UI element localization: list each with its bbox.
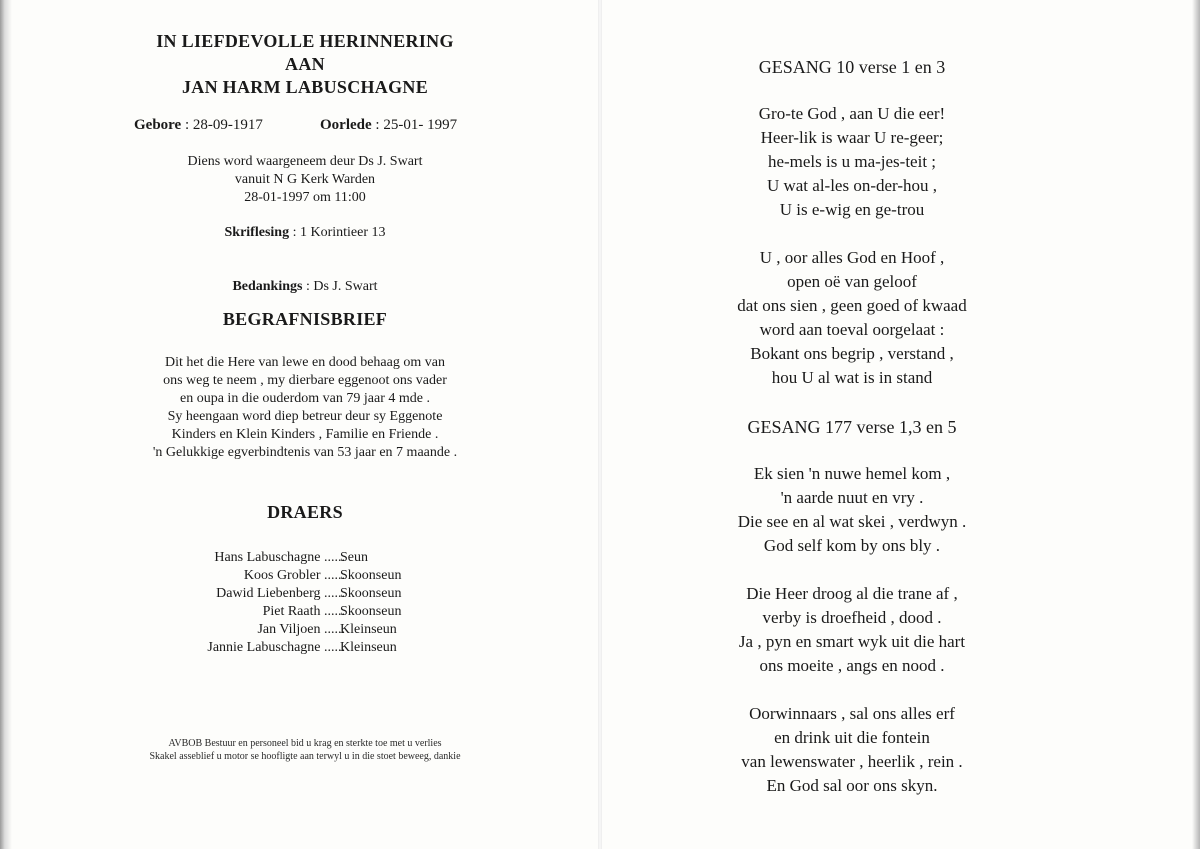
thanks-label: Bedankings [232, 279, 303, 294]
heading-line: JAN HARM LABUSCHAGNE [181, 77, 428, 97]
born-label: Gebore [134, 117, 182, 133]
bearer-name: Jan Viljoen ...... [257, 622, 345, 637]
hymn-line: Bokant ons begrip , verstand , [750, 344, 954, 363]
heading-line: IN LIEFDEVOLLE HERINNERING [156, 31, 454, 51]
hymn1-stanza-1 [672, 102, 1032, 222]
avbob-footer [60, 737, 550, 763]
footer-line: Skakel asseblief u motor se hoofligte aan terwyl u in die stoet beweeg, dankie [149, 751, 461, 762]
hymn-line: U is e-wig en ge-trou [779, 200, 925, 219]
hymn1-stanza-2 [672, 246, 1032, 390]
center-fold [598, 0, 602, 849]
hymn-line: U , oor alles God en Hoof , [759, 248, 945, 267]
hymn-line: open oë van geloof [787, 272, 917, 291]
died-label: Oorlede [320, 117, 372, 133]
hymn2-stanza-1 [672, 462, 1032, 558]
hymn-line: he-mels is u ma-jes-teit ; [767, 152, 937, 171]
hymn-line: Heer-lik is waar U re-geer; [760, 128, 944, 147]
hymn-line: Gro-te God , aan U die eer! [758, 104, 946, 123]
hymn-line: Die see en al wat skei , verdwyn . [737, 512, 967, 531]
letter-line: 'n Gelukkige egverbindtenis van 53 jaar en 7 maande . [152, 445, 458, 460]
bearer-row [60, 603, 550, 621]
scripture-reading [60, 225, 550, 241]
bearer-role: Skoonseun [340, 604, 402, 619]
died-value: : 25-01- 1997 [375, 117, 458, 133]
reading-label: Skriflesing [224, 225, 290, 240]
hymn2-stanza-2 [672, 582, 1032, 678]
page-shadow-left [0, 0, 12, 849]
bearer-role: Kleinseun [340, 622, 397, 637]
hymn-line: en drink uit die fontein [774, 728, 930, 747]
bearers-list [60, 549, 550, 657]
bearer-row [60, 639, 550, 657]
born-date [134, 117, 263, 134]
bearer-role: Kleinseun [340, 640, 397, 655]
hymn-line: ons moeite , angs en nood . [759, 656, 945, 675]
letter-line: Kinders en Klein Kinders , Familie en Friende . [171, 427, 439, 442]
bearer-name: Piet Raath ...... [262, 604, 345, 619]
born-value: : 28-09-1917 [184, 117, 263, 133]
died-date [320, 117, 457, 134]
bearer-name: Koos Grobler ...... [243, 568, 345, 583]
dates-row [60, 117, 550, 139]
reading-value: : 1 Korintieer 13 [292, 225, 386, 240]
bearer-row [60, 621, 550, 639]
hymn-line: Ek sien 'n nuwe hemel kom , [753, 464, 951, 483]
bearer-row [60, 567, 550, 585]
funeral-letter [60, 354, 550, 462]
hymn-line: En God sal oor ons skyn. [766, 776, 938, 795]
hymn2-stanza-3 [672, 702, 1032, 798]
bearer-row [60, 585, 550, 603]
hymn-line: van lewenswater , heerlik , rein . [741, 752, 963, 771]
footer-line: AVBOB Bestuur en personeel bid u krag en sterkte toe met u verlies [168, 738, 442, 749]
letter-line: en oupa in die ouderdom van 79 jaar 4 mde . [180, 391, 430, 406]
letter-title: BEGRAFNISBRIEF [222, 309, 388, 329]
bearer-name: Hans Labuschagne ...... [214, 550, 345, 565]
heading-line: AAN [285, 54, 325, 74]
letter-line: ons weg te neem , my dierbare eggenoot ons vader [163, 373, 447, 388]
hymn-line: dat ons sien , geen goed of kwaad [737, 296, 967, 315]
hymn-line: word aan toeval oorgelaat : [759, 320, 945, 339]
left-page [60, 30, 550, 763]
hymn2-title: GESANG 177 verse 1,3 en 5 [747, 417, 957, 437]
letter-line: Dit het die Here van lewe en dood behaag om van [165, 355, 445, 370]
thanks-value: : Ds J. Swart [305, 279, 378, 294]
page-shadow-right [1192, 0, 1200, 849]
letter-line: Sy heengaan word diep betreur deur sy Eggenote [167, 409, 443, 424]
memorial-heading [60, 30, 550, 99]
hymn-line: God self kom by ons bly . [763, 536, 941, 555]
service-details [60, 153, 550, 207]
bearer-role: Skoonseun [340, 568, 402, 583]
hymn-line: Die Heer droog al die trane af , [746, 584, 958, 603]
service-line: 28-01-1997 om 11:00 [244, 190, 366, 205]
hymn1-title: GESANG 10 verse 1 en 3 [758, 57, 946, 77]
bearer-role: Seun [340, 550, 368, 565]
thanks [60, 279, 550, 295]
hymn-line: Ja , pyn en smart wyk uit die hart [738, 632, 966, 651]
hymn-line: verby is droefheid , dood . [762, 608, 942, 627]
hymn-line: hou U al wat is in stand [771, 368, 933, 387]
hymn-line: Oorwinnaars , sal ons alles erf [749, 704, 955, 723]
hymn-line: 'n aarde nuut en vry . [780, 488, 924, 507]
service-line: vanuit N G Kerk Warden [234, 172, 376, 187]
bearers-title: DRAERS [267, 502, 343, 522]
service-line: Diens word waargeneem deur Ds J. Swart [187, 154, 423, 169]
bearer-name: Jannie Labuschagne ...... [207, 640, 345, 655]
right-page [672, 56, 1032, 798]
bearer-role: Skoonseun [340, 586, 402, 601]
bearer-name: Dawid Liebenberg ...... [216, 586, 345, 601]
bearer-row [60, 549, 550, 567]
hymn-line: U wat al-les on-der-hou , [766, 176, 938, 195]
